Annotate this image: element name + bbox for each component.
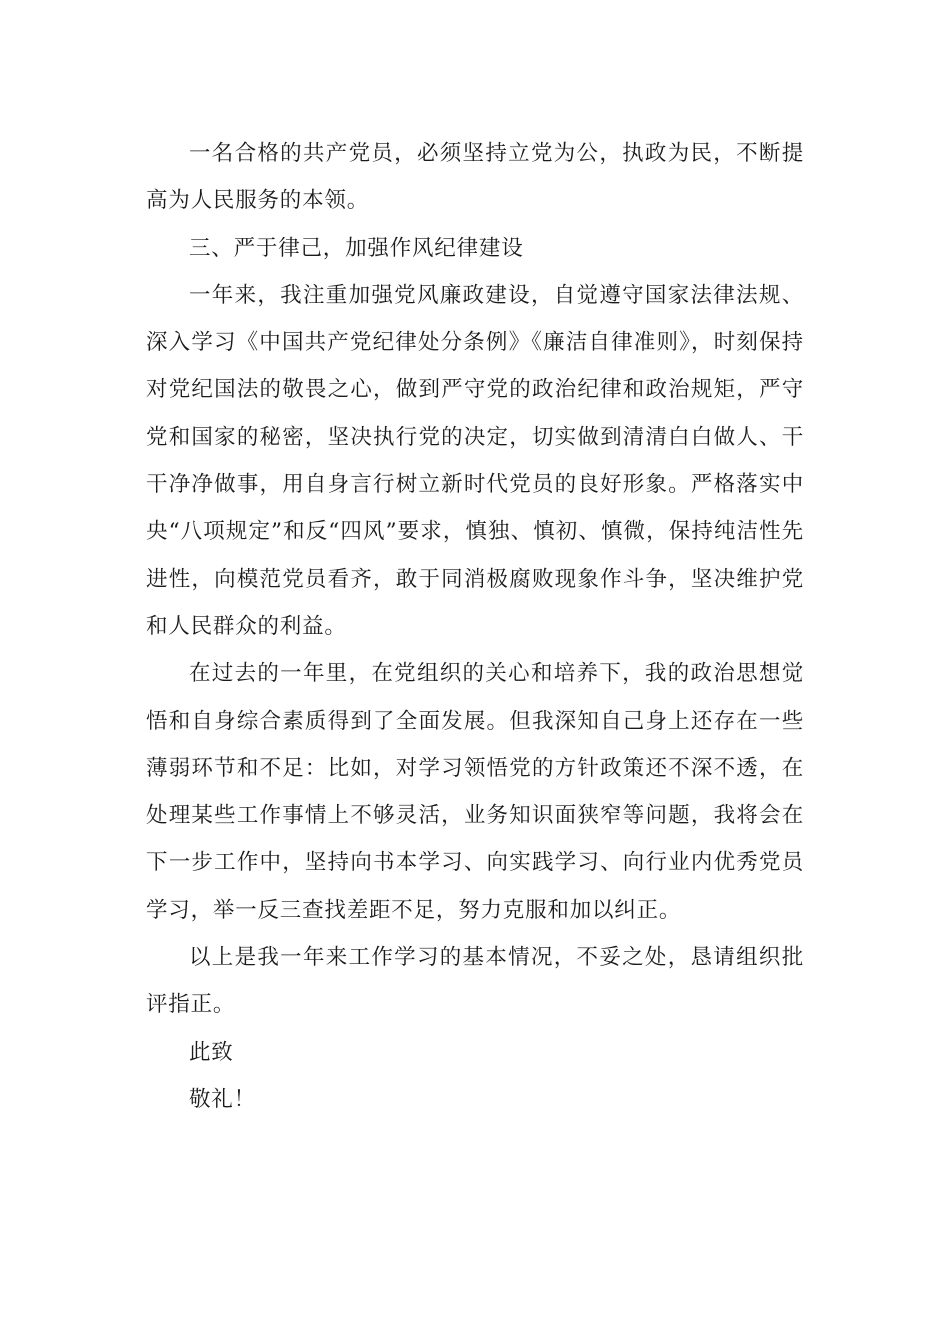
closing-regards: 敬礼！ [189, 1086, 256, 1112]
paragraph-summary: 以上是我一年来工作学习的基本情况，不妥之处，恳请组织批评指正。 [146, 945, 804, 1018]
paragraph-discipline: 一年来，我注重加强党风廉政建设，自觉遵守国家法律法规、深入学习《中国共产党纪律处分条例》《廉洁自律准则》，时刻保持对党纪国法的敬畏之心，做到严守党的政治纪律和政治规矩，严守党和国家的秘密，坚决执行党的决定，切实做到清清白白做人、干干净净做事，用自身言行树立新时代党员的良好形象。严格落实中央“八项规定”和反“四风”要求，慎独、慎初、慎微，保持纯洁性先进性，向模范党员看齐，敢于同消极腐败现象作斗争，坚决维护党和人民群众的利益。 [146, 282, 804, 639]
document-body [146, 130, 804, 1123]
section-heading: 三、严于律己，加强作风纪律建设 [189, 235, 524, 261]
paragraph-fragment: 一名合格的共产党员，必须坚持立党为公，执政为民，不断提高为人民服务的本领。 [146, 141, 804, 214]
closing-salutation: 此致 [189, 1039, 234, 1065]
paragraph-reflection: 在过去的一年里，在党组织的关心和培养下，我的政治思想觉悟和自身综合素质得到了全面发展。但我深知自己身上还存在一些薄弱环节和不足：比如，对学习领悟党的方针政策还不深不透，在处理某些工作事情上不够灵活，业务知识面狭窄等问题，我将会在下一步工作中，坚持向书本学习、向实践学习、向行业内优秀党员学习，举一反三查找差距不足，努力克服和加以纠正。 [146, 661, 804, 923]
